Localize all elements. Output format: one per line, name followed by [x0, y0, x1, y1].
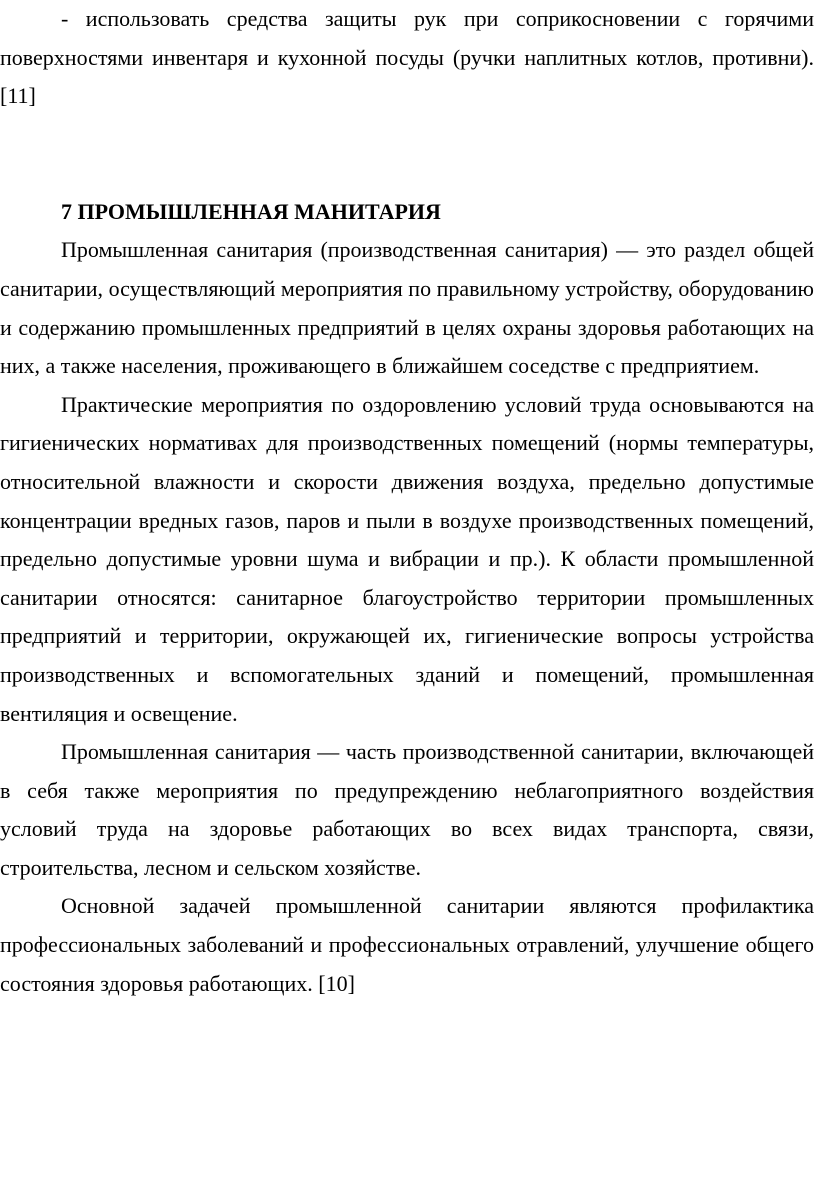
intro-paragraph: - использовать средства защиты рук при соприкосновении с горячими поверхностями инвентаря и кухонной посуды (ручки наплитных котлов, противни). [11]	[0, 6, 814, 109]
paragraph-practical-measures: Практические мероприятия по оздоровлению условий труда основываются на гигиенических нормативах для производственных помещений (нормы температуры, относительной влажности и скорости движения воздуха, предельно допустимые концентрации вредных газов, паров и пыли в воздухе производственных помещений, предельно допустимые уровни шума и вибрации и пр.). К области промышленной санитарии относятся: санитарное благоустройство территории промышленных предприятий и территории, окружающей их, гигиенические вопросы устройства производственных и вспомогательных зданий и помещений, промышленная вентиляция и освещение.	[0, 391, 814, 726]
section-spacer	[0, 116, 814, 193]
section-heading: 7 ПРОМЫШЛЕННАЯ МАНИТАРИЯ	[61, 198, 441, 224]
paragraph-industrial-sanitation-part: Промышленная санитария — часть производственной санитарии, включающей в себя также мероприятия по предупреждению неблагоприятного воздействия условий труда на здоровье работающих во всех видах транспорта, связи, строительства, лесном и сельском хозяйстве.	[0, 739, 814, 880]
paragraph-definition: Промышленная санитария (производственная санитария) — это раздел общей санитарии, осуществляющий мероприятия по правильному устройству, оборудованию и содержанию промышленных предприятий в целях охраны здоровья работающих на них, а также населения, проживающего в ближайшем соседстве с предприятием.	[0, 237, 814, 379]
paragraph-main-task: Основной задачей промышленной санитарии являются профилактика профессиональных заболеваний и профессиональных отравлений, улучшение общего состояния здоровья работающих. [10]	[0, 893, 814, 996]
